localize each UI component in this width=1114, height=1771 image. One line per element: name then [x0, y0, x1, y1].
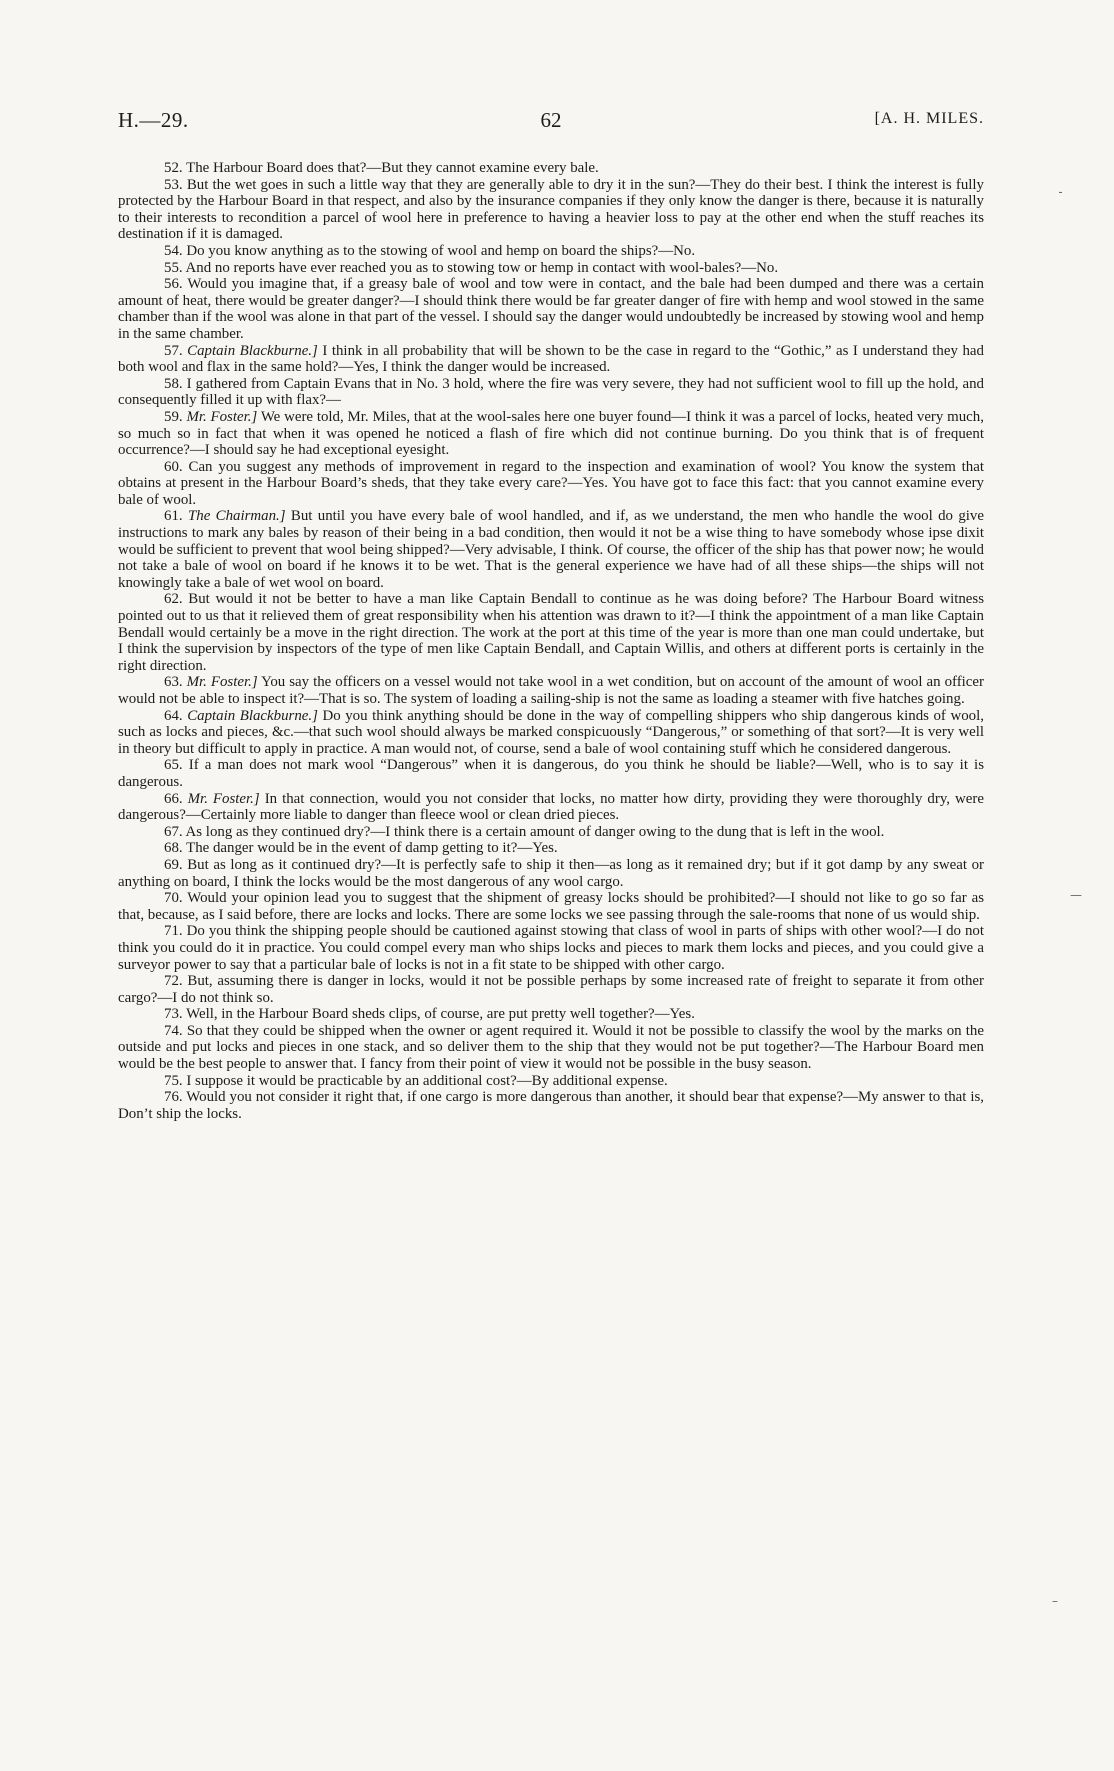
paragraph-72 [118, 973, 984, 1006]
paragraph-55 [118, 260, 984, 277]
paragraph-text: But, assuming there is danger in locks, would it not be possible perhaps by some increased rate of freight to separate it from other cargo?—I do not think so. [118, 973, 984, 1006]
paragraph-text: Do you know anything as to the stowing of wool and hemp on board the ships?—No. [186, 242, 696, 259]
paragraph-text: Do you think anything should be done in the way of compelling shippers who ship dangerous kinds of wool, such as locks and pieces, &c.—that such wool should always be marked conspicuously “Dangerous,” or something of that sort?—It is very well in theory but difficult to apply in practice. A man would not, of course, send a bale of wool containing stuff which he considered dangerous. [118, 707, 984, 757]
paragraph-52 [118, 160, 984, 177]
paragraph-74 [118, 1023, 984, 1073]
paragraph-text: But the wet goes in such a little way that they are generally able to dry it in the sun?—They do their best. I think the interest is fully protected by the Harbour Board in that respect, and also by the insurance companies if they only know the danger is there, because it is naturally to their interests to recondition a parcel of wool here in preference to having a heavier loss to pay at the other end when the stuff reaches its destination if it is damaged. [118, 176, 984, 243]
paragraph-text: But until you have every bale of wool handled, and if, as we understand, the men who handle the wool do give instructions to mark any bales by reason of their being in a bad condition, then would it not be a wise thing to have somebody whose ipse dixit would be sufficient to prevent that wool being shipped?—Very advisable, I think. Of course, the officer of the ship has that power now; he would not take a bale of wool on board if he knows it to be wet. That is the general experience we have had of all these ships—the ships will not knowingly take a bale of wet wool on board. [118, 508, 984, 591]
witness-name: [A. H. MILES. [874, 110, 984, 127]
paragraph-69 [118, 857, 984, 890]
paragraph-text: So that they could be shipped when the owner or agent required it. Would it not be possible to classify the wool by the marks on the outside and put locks and pieces in one stack, and so deliver them to the ship that they would not be put together?—The Harbour Board men would be the best people to answer that. I fancy from their point of view it would not be possible in the busy season. [118, 1022, 984, 1073]
speaker-label: Mr. Foster.] [186, 674, 258, 691]
paragraph-75 [118, 1073, 984, 1090]
paragraph-number: 73. [164, 1006, 183, 1023]
paragraph-59 [118, 409, 984, 459]
paragraph-number: 69. [164, 856, 183, 873]
paragraph-number: 58. [164, 375, 183, 392]
speaker-label: Captain Blackburne.] [187, 342, 318, 359]
paragraph-66 [118, 791, 984, 824]
paragraph-number: 70. [164, 890, 183, 907]
paragraph-53 [118, 177, 984, 243]
paragraph-number: 71. [164, 923, 183, 940]
paragraph-number: 64. [164, 707, 183, 724]
paragraph-text: Can you suggest any methods of improvement in regard to the inspection and examination of wool? You know the system that obtains at present in the Harbour Board’s sheds, that they take every care?—Yes. You have got to face this fact: that you cannot examine every bale of wool. [118, 458, 984, 508]
paragraph-76 [118, 1089, 984, 1122]
testimony-body [118, 160, 984, 1122]
paragraph-61 [118, 508, 984, 591]
paragraph-text: And no reports have ever reached you as to stowing tow or hemp in contact with wool-bales?—No. [185, 259, 779, 276]
paragraph-number: 53. [164, 176, 183, 193]
margin-mark-icon: ⁃ [1058, 188, 1063, 199]
paragraph-62 [118, 591, 984, 674]
paragraph-text: But would it not be better to have a man like Captain Bendall to continue as he was doing before? The Harbour Board witness pointed out to us that it relieved them of great responsibility when his attention was drawn to it?—I think the appointment of a man like Captain Bendall would certainly be a move in the right direction. The work at the port at this time of the year is more than one man could undertake, but I think the supervision by inspectors of the type of men like Captain Bendall, and Captain Willis, and others at different ports is certainly in the right direction. [118, 591, 984, 674]
paragraph-57 [118, 343, 984, 376]
paragraph-64 [118, 708, 984, 758]
paragraph-text: In that connection, would you not consider that locks, no matter how dirty, providing they were thoroughly dry, were dangerous?—Certainly more liable to danger than fleece wool or clean dried pieces. [118, 790, 984, 824]
paragraph-number: 62. [164, 591, 183, 608]
paragraph-71 [118, 923, 984, 973]
paragraph-number: 63. [164, 674, 183, 691]
paragraph-number: 67. [164, 823, 183, 840]
document-code: H.—29. [118, 108, 189, 132]
page-header [118, 108, 984, 140]
paragraph-text: You say the officers on a vessel would not take wool in a wet condition, but on account of the amount of wool an officer would not be able to inspect it?—That is so. The system of loading a sailing-ship is not the same as loading a steamer with five hatches going. [118, 674, 984, 707]
page-number: 62 [540, 108, 562, 132]
paragraph-56 [118, 276, 984, 342]
document-page [118, 0, 984, 1771]
paragraph-number: 54. [164, 242, 183, 259]
paragraph-73 [118, 1006, 984, 1023]
paragraph-number: 74. [164, 1022, 183, 1039]
paragraph-number: 65. [164, 757, 183, 774]
paragraph-text: Do you think the shipping people should be cautioned against stowing that class of wool in parts of ships with other wool?—I do not think you could do it in practice. You could compel every man who ships locks and pieces to mark them locks and pieces, and you could give a surveyor power to say that a particular bale of locks is not in a fit state to be shipped with other cargo. [118, 923, 984, 973]
paragraph-number: 75. [164, 1072, 183, 1089]
paragraph-54 [118, 243, 984, 260]
paragraph-number: 52. [164, 160, 183, 176]
speaker-label: Mr. Foster.] [187, 790, 260, 807]
paragraph-text: I gathered from Captain Evans that in No. 3 hold, where the fire was very severe, they had not sufficient wool to fill up the hold, and consequently filled it up with flax?— [118, 375, 984, 409]
paragraph-60 [118, 459, 984, 509]
paragraph-number: 55. [164, 259, 183, 276]
paragraph-63 [118, 674, 984, 707]
paragraph-number: 61. [164, 508, 183, 525]
paragraph-text: Would your opinion lead you to suggest that the shipment of greasy locks should be prohibited?—I should not like to go so far as that, because, as I said before, there are locks and locks. There are some locks we see passing through the sale-rooms that none of us would ship. [118, 890, 984, 923]
paragraph-number: 59. [164, 408, 183, 425]
paragraph-68 [118, 840, 984, 857]
paragraph-67 [118, 824, 984, 841]
paragraph-58 [118, 376, 984, 409]
paragraph-text: The danger would be in the event of damp getting to it?—Yes. [186, 840, 558, 857]
paragraph-number: 76. [164, 1089, 183, 1106]
paragraph-number: 60. [164, 458, 183, 475]
paragraph-text: Would you not consider it right that, if one cargo is more dangerous than another, it should bear that expense?—My answer to that is, Don’t ship the locks. [118, 1089, 984, 1122]
paragraph-text: We were told, Mr. Miles, that at the wool-sales here one buyer found—I think it was a parcel of locks, heated very much, so much so in fact that when it was opened he noticed a flash of fire which did not continue burning. Do you think that is of frequent occurrence?—I should say he had exceptional eyesight. [118, 408, 984, 459]
paragraph-70 [118, 890, 984, 923]
paragraph-text: If a man does not mark wool “Dangerous” when it is dangerous, do you think he should be liable?—Well, who is to say it is dangerous. [118, 757, 984, 790]
paragraph-number: 57. [164, 342, 183, 359]
paragraph-number: 68. [164, 840, 183, 857]
margin-mark-icon: – [1052, 1594, 1058, 1608]
speaker-label: The Chairman.] [187, 508, 286, 525]
paragraph-text: Would you imagine that, if a greasy bale of wool and tow were in contact, and the bale had been dumped and there was a certain amount of heat, there would be greater danger?—I should think there would be far greater danger of fire with hemp and wool stowed in the same chamber than if the wool was alone in that part of the vessel. I should say the danger would undoubtedly be increased by stowing wool and hemp in the same chamber. [118, 276, 984, 342]
paragraph-number: 56. [164, 276, 183, 293]
paragraph-text: I suppose it would be practicable by an additional cost?—By additional expense. [186, 1072, 668, 1089]
paragraph-text: But as long as it continued dry?—It is perfectly safe to ship it then—as long as it remained dry; but if it got damp by any sweat or anything on board, I think the locks would be the most dangerous of any wool cargo. [118, 856, 984, 890]
speaker-label: Mr. Foster.] [186, 408, 258, 425]
paragraph-65 [118, 757, 984, 790]
paragraph-text: Well, in the Harbour Board sheds clips, of course, are put pretty well together?—Yes. [186, 1006, 695, 1023]
paragraph-text: The Harbour Board does that?—But they cannot examine every bale. [186, 160, 599, 176]
paragraph-text: As long as they continued dry?—I think there is a certain amount of danger owing to the dung that is left in the wool. [185, 823, 885, 840]
speaker-label: Captain Blackburne.] [187, 707, 318, 724]
paragraph-number: 72. [164, 973, 183, 990]
margin-mark-icon: — [1070, 888, 1082, 902]
paragraph-text: I think in all probability that will be shown to be the case in regard to the “Gothic,” as I understand they had both wool and flax in the same hold?—Yes, I think the danger would be increased. [118, 342, 984, 376]
paragraph-number: 66. [164, 790, 183, 807]
